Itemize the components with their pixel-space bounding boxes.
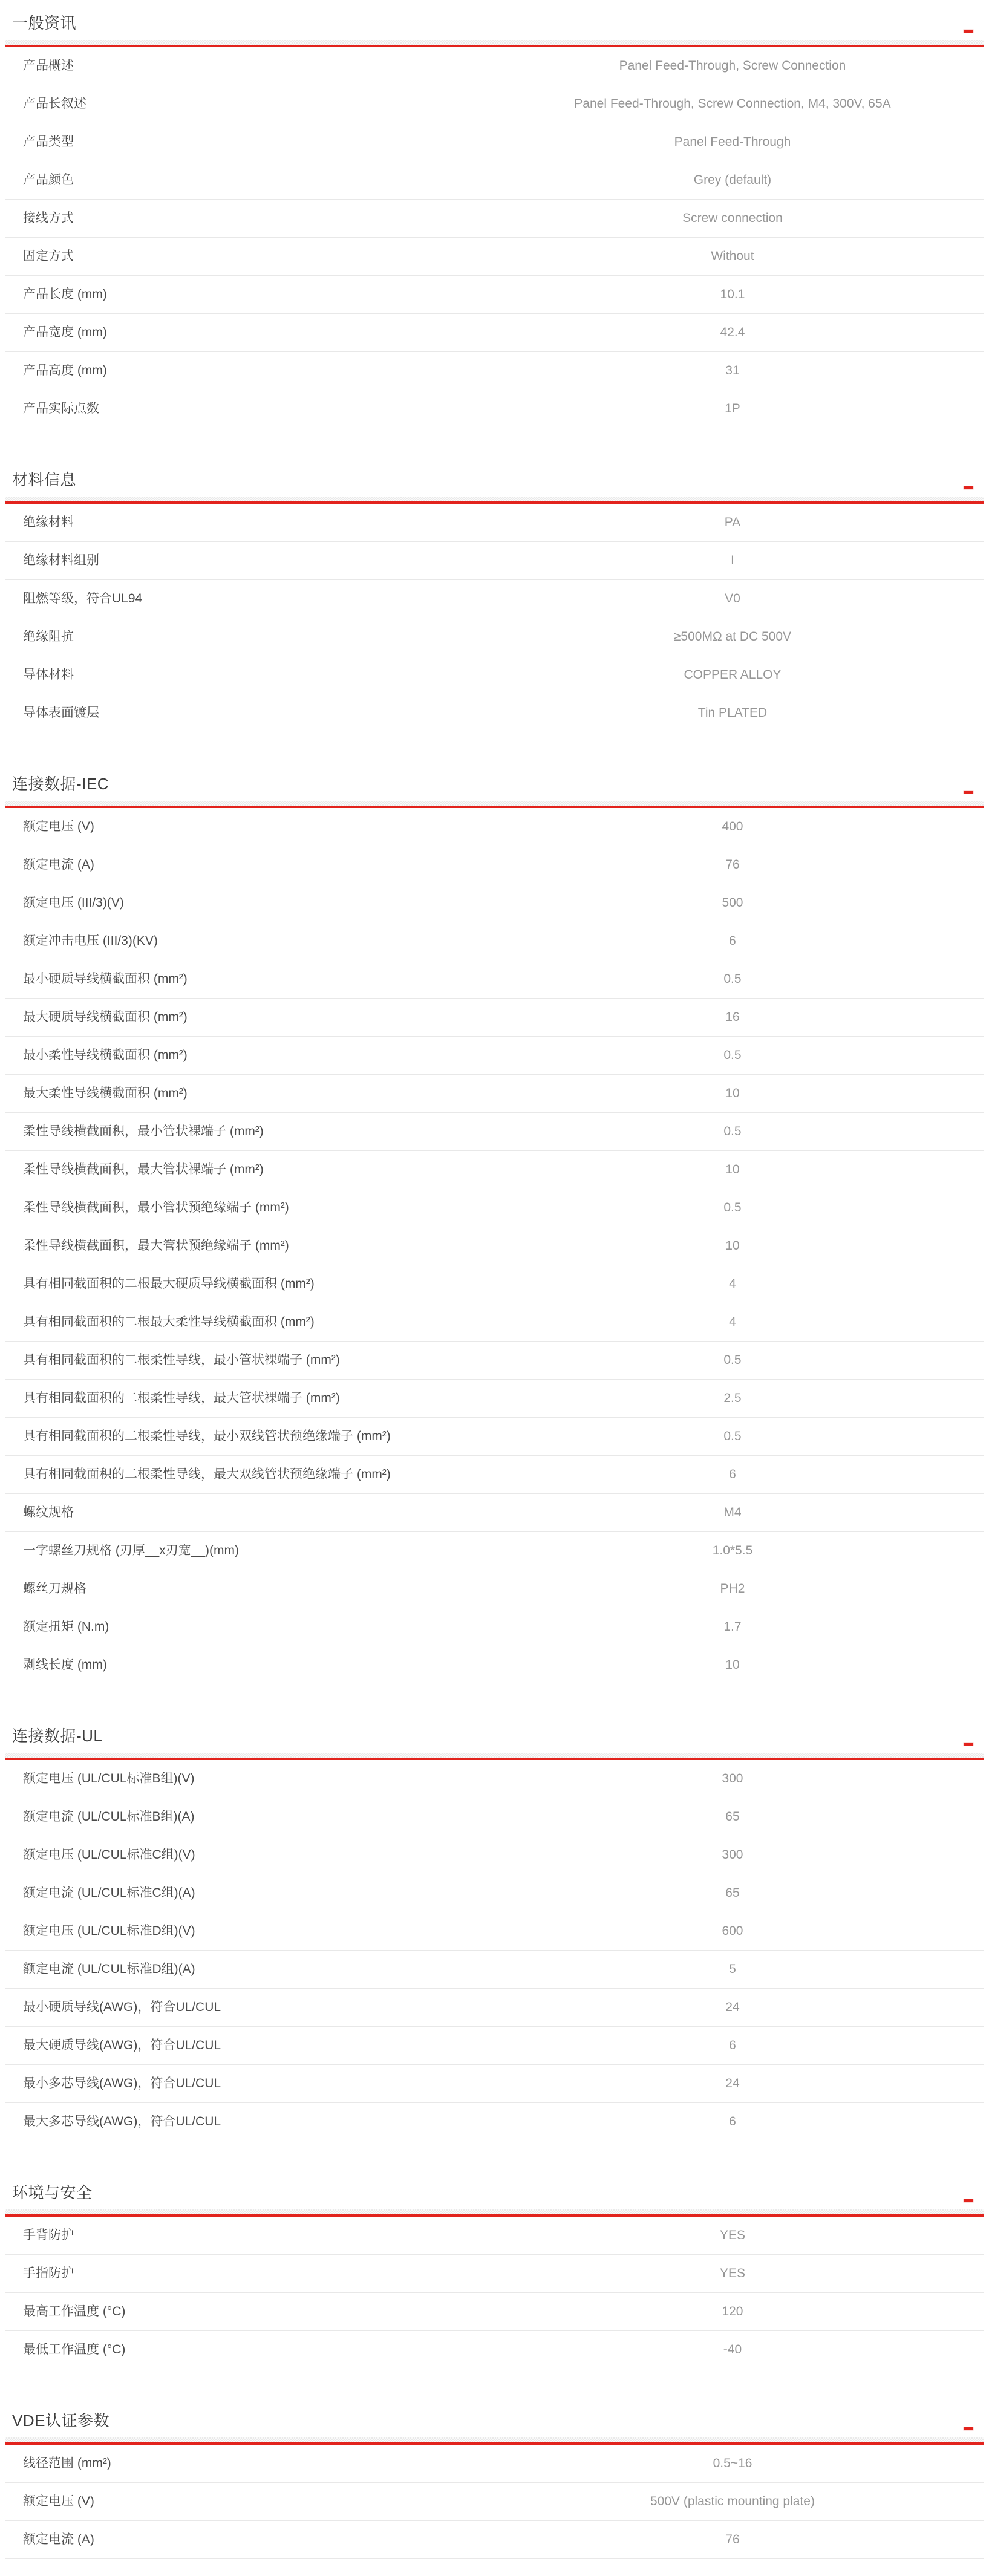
collapse-minus-icon[interactable] (964, 2199, 973, 2202)
row-label: 额定电压 (UL/CUL标准B组)(V) (5, 1760, 481, 1798)
spec-table (5, 808, 984, 1684)
row-label: 柔性导线横截面积，最小管状预绝缘端子 (mm²) (5, 1189, 481, 1227)
row-value: 1P (725, 401, 740, 416)
row-label: 具有相同截面积的二根最大硬质导线横截面积 (mm²) (5, 1265, 481, 1303)
row-value: 0.5 (723, 1429, 742, 1443)
spec-section (5, 773, 984, 1684)
section-title: 材料信息 (12, 471, 77, 489)
table-row (5, 884, 984, 922)
table-row (5, 2521, 984, 2559)
row-label: 手背防护 (5, 2217, 481, 2254)
row-label: 产品颜色 (5, 161, 481, 199)
spec-section (5, 1725, 984, 2141)
row-label: 额定电压 (V) (5, 808, 481, 846)
section-header (5, 1725, 984, 1747)
row-value: 300 (722, 1847, 743, 1862)
row-value: Without (711, 249, 754, 263)
spec-table (5, 47, 984, 428)
row-value: I (731, 553, 734, 567)
table-row (5, 960, 984, 999)
table-row (5, 2445, 984, 2483)
row-value: 300 (722, 1771, 743, 1785)
table-row (5, 1570, 984, 1608)
row-value: 0.5~16 (713, 2456, 752, 2470)
spec-table (5, 2445, 984, 2559)
section-header (5, 2182, 984, 2203)
row-label: 额定扭矩 (N.m) (5, 1608, 481, 1646)
table-row (5, 1151, 984, 1189)
table-row (5, 1608, 984, 1646)
spec-section (5, 12, 984, 428)
section-divider-band (5, 497, 984, 501)
row-value: Panel Feed-Through, Screw Connection, M4, 300V, 65A (574, 96, 891, 111)
row-value: 1.0*5.5 (712, 1543, 753, 1557)
row-value: 6 (729, 2038, 736, 2052)
section-header (5, 773, 984, 795)
spec-section (5, 469, 984, 732)
section-title: VDE认证参数 (12, 2411, 109, 2430)
row-value: 10 (725, 1657, 740, 1672)
row-value: 0.5 (723, 1352, 742, 1367)
table-row (5, 1951, 984, 1989)
row-value: 10 (725, 1238, 740, 1253)
table-row (5, 1456, 984, 1494)
table-row (5, 238, 984, 276)
table-row (5, 2293, 984, 2331)
row-value: COPPER ALLOY (684, 667, 782, 682)
row-value: 0.5 (723, 1048, 742, 1062)
table-row (5, 352, 984, 390)
table-row (5, 1646, 984, 1684)
table-row (5, 542, 984, 580)
row-value: 24 (725, 2076, 740, 2090)
table-row (5, 618, 984, 656)
row-label: 柔性导线横截面积，最大管状预绝缘端子 (mm²) (5, 1227, 481, 1265)
table-row (5, 922, 984, 960)
row-value: 4 (729, 1314, 736, 1329)
section-header (5, 469, 984, 491)
row-value: Panel Feed-Through, Screw Connection (619, 58, 846, 73)
row-value: 1.7 (723, 1619, 742, 1634)
table-row (5, 1380, 984, 1418)
row-label: 接线方式 (5, 200, 481, 237)
row-value: Screw connection (682, 210, 783, 225)
row-value: 4 (729, 1276, 736, 1291)
row-value: ≥500MΩ at DC 500V (673, 629, 792, 644)
section-divider-band (5, 1753, 984, 1758)
collapse-minus-icon[interactable] (964, 30, 973, 33)
row-value: Panel Feed-Through (674, 134, 791, 149)
table-row (5, 2255, 984, 2293)
row-label: 固定方式 (5, 238, 481, 275)
row-label: 具有相同截面积的二根柔性导线，最小双线管状预绝缘端子 (mm²) (5, 1418, 481, 1455)
row-value: YES (719, 2228, 745, 2242)
table-row (5, 1760, 984, 1798)
table-row (5, 1265, 984, 1303)
table-row (5, 2331, 984, 2369)
table-row (5, 1303, 984, 1342)
row-label: 螺纹规格 (5, 1494, 481, 1531)
table-row (5, 504, 984, 542)
row-value: 31 (725, 363, 740, 377)
row-value: 6 (729, 1467, 736, 1481)
row-value: -40 (723, 2342, 742, 2356)
table-row (5, 1227, 984, 1265)
table-row (5, 314, 984, 352)
row-label: 柔性导线横截面积，最小管状裸端子 (mm²) (5, 1113, 481, 1150)
table-row (5, 2027, 984, 2065)
row-value: 2.5 (723, 1391, 742, 1405)
collapse-minus-icon[interactable] (964, 1743, 973, 1746)
row-label: 具有相同截面积的二根最大柔性导线横截面积 (mm²) (5, 1303, 481, 1341)
row-value: 400 (722, 819, 743, 833)
row-label: 最大柔性导线横截面积 (mm²) (5, 1075, 481, 1112)
table-row (5, 85, 984, 123)
table-row (5, 276, 984, 314)
table-row (5, 846, 984, 884)
row-label: 额定电流 (UL/CUL标准B组)(A) (5, 1798, 481, 1836)
table-row (5, 1037, 984, 1075)
row-value: Tin PLATED (697, 705, 768, 720)
row-label: 额定电压 (UL/CUL标准C组)(V) (5, 1836, 481, 1874)
row-value: 6 (729, 933, 736, 948)
section-title: 环境与安全 (12, 2183, 93, 2202)
table-row (5, 2065, 984, 2103)
table-row (5, 390, 984, 428)
spec-table (5, 1760, 984, 2141)
table-row (5, 1989, 984, 2027)
spec-section (5, 2410, 984, 2559)
row-value: 600 (722, 1923, 743, 1938)
row-value: 16 (725, 1009, 740, 1024)
table-row (5, 200, 984, 238)
section-title: 连接数据-UL (12, 1727, 103, 1745)
row-value: 76 (725, 857, 740, 872)
row-label: 最大硬质导线(AWG)，符合UL/CUL (5, 2027, 481, 2064)
table-row (5, 1494, 984, 1532)
row-value: PH2 (720, 1581, 745, 1596)
section-header (5, 2410, 984, 2431)
row-label: 最小硬质导线(AWG)，符合UL/CUL (5, 1989, 481, 2026)
row-value: V0 (725, 591, 740, 605)
row-label: 产品类型 (5, 123, 481, 161)
section-header (5, 12, 984, 34)
row-label: 最大硬质导线横截面积 (mm²) (5, 999, 481, 1036)
row-label: 产品实际点数 (5, 390, 481, 428)
row-label: 导体表面镀层 (5, 694, 481, 732)
row-label: 绝缘材料 (5, 504, 481, 541)
section-title: 一般资讯 (12, 14, 77, 32)
row-value: 500V (plastic mounting plate) (650, 2494, 815, 2508)
row-label: 剥线长度 (mm) (5, 1646, 481, 1684)
table-row (5, 999, 984, 1037)
table-row (5, 694, 984, 732)
section-divider-band (5, 2209, 984, 2214)
collapse-minus-icon[interactable] (964, 791, 973, 794)
table-row (5, 2483, 984, 2521)
row-label: 具有相同截面积的二根柔性导线，最大管状裸端子 (mm²) (5, 1380, 481, 1417)
row-label: 额定电压 (UL/CUL标准D组)(V) (5, 1912, 481, 1950)
table-row (5, 1075, 984, 1113)
row-value: 0.5 (723, 971, 742, 986)
row-value: 42.4 (720, 325, 745, 339)
table-row (5, 1532, 984, 1570)
table-row (5, 1189, 984, 1227)
row-label: 具有相同截面积的二根柔性导线，最大双线管状预绝缘端子 (mm²) (5, 1456, 481, 1493)
row-label: 最小硬质导线横截面积 (mm²) (5, 960, 481, 998)
row-value: Grey (default) (693, 172, 772, 187)
table-row (5, 1912, 984, 1951)
row-label: 额定电流 (UL/CUL标准D组)(A) (5, 1951, 481, 1988)
row-value: 0.5 (723, 1200, 742, 1215)
row-label: 额定电压 (V) (5, 2483, 481, 2520)
section-divider-band (5, 801, 984, 806)
row-value: 10 (725, 1162, 740, 1176)
row-label: 产品长叙述 (5, 85, 481, 123)
table-row (5, 123, 984, 161)
row-label: 柔性导线横截面积，最大管状裸端子 (mm²) (5, 1151, 481, 1189)
table-row (5, 1798, 984, 1836)
row-value: M4 (723, 1505, 742, 1519)
spec-table (5, 504, 984, 732)
collapse-minus-icon[interactable] (964, 486, 973, 489)
table-row (5, 580, 984, 618)
row-label: 产品概述 (5, 47, 481, 85)
section-divider-band (5, 2437, 984, 2442)
table-row (5, 2217, 984, 2255)
row-value: 6 (729, 2114, 736, 2128)
row-label: 额定电流 (UL/CUL标准C组)(A) (5, 1874, 481, 1912)
table-row (5, 161, 984, 200)
table-row (5, 1113, 984, 1151)
table-row (5, 2103, 984, 2141)
table-row (5, 1836, 984, 1874)
row-value: 24 (725, 2000, 740, 2014)
row-value: 10 (725, 1086, 740, 1100)
row-value: 65 (725, 1885, 740, 1900)
row-label: 最低工作温度 (°C) (5, 2331, 481, 2369)
row-label: 额定电流 (A) (5, 2521, 481, 2558)
row-value: 0.5 (723, 1124, 742, 1138)
row-value: 120 (722, 2304, 743, 2318)
row-label: 绝缘阻抗 (5, 618, 481, 656)
spec-section (5, 2182, 984, 2369)
row-label: 额定电压 (III/3)(V) (5, 884, 481, 922)
row-label: 最高工作温度 (°C) (5, 2293, 481, 2330)
table-row (5, 1418, 984, 1456)
row-value: YES (719, 2266, 745, 2280)
table-row (5, 1342, 984, 1380)
table-row (5, 1874, 984, 1912)
row-label: 具有相同截面积的二根柔性导线，最小管状裸端子 (mm²) (5, 1342, 481, 1379)
row-label: 螺丝刀规格 (5, 1570, 481, 1608)
row-label: 绝缘材料组别 (5, 542, 481, 579)
row-label: 一字螺丝刀规格 (刃厚__x刃宽__)(mm) (5, 1532, 481, 1570)
row-label: 最小柔性导线横截面积 (mm²) (5, 1037, 481, 1074)
table-row (5, 808, 984, 846)
row-value: 76 (725, 2532, 740, 2546)
row-label: 导体材料 (5, 656, 481, 694)
row-value: 5 (729, 1961, 736, 1976)
row-value: 65 (725, 1809, 740, 1824)
row-label: 产品宽度 (mm) (5, 314, 481, 351)
row-label: 产品长度 (mm) (5, 276, 481, 313)
row-value: PA (724, 515, 741, 529)
row-label: 阻燃等级，符合UL94 (5, 580, 481, 618)
collapse-minus-icon[interactable] (964, 2427, 973, 2430)
row-label: 手指防护 (5, 2255, 481, 2292)
row-label: 最大多芯导线(AWG)，符合UL/CUL (5, 2103, 481, 2141)
table-row (5, 47, 984, 85)
table-row (5, 656, 984, 694)
row-label: 线径范围 (mm²) (5, 2445, 481, 2482)
row-label: 额定电流 (A) (5, 846, 481, 884)
row-value: 500 (722, 895, 743, 910)
section-title: 连接数据-IEC (12, 775, 109, 793)
section-divider-band (5, 40, 984, 45)
row-label: 额定冲击电压 (III/3)(KV) (5, 922, 481, 960)
spec-table (5, 2217, 984, 2369)
row-value: 10.1 (720, 287, 745, 301)
row-label: 最小多芯导线(AWG)，符合UL/CUL (5, 2065, 481, 2102)
row-label: 产品高度 (mm) (5, 352, 481, 390)
